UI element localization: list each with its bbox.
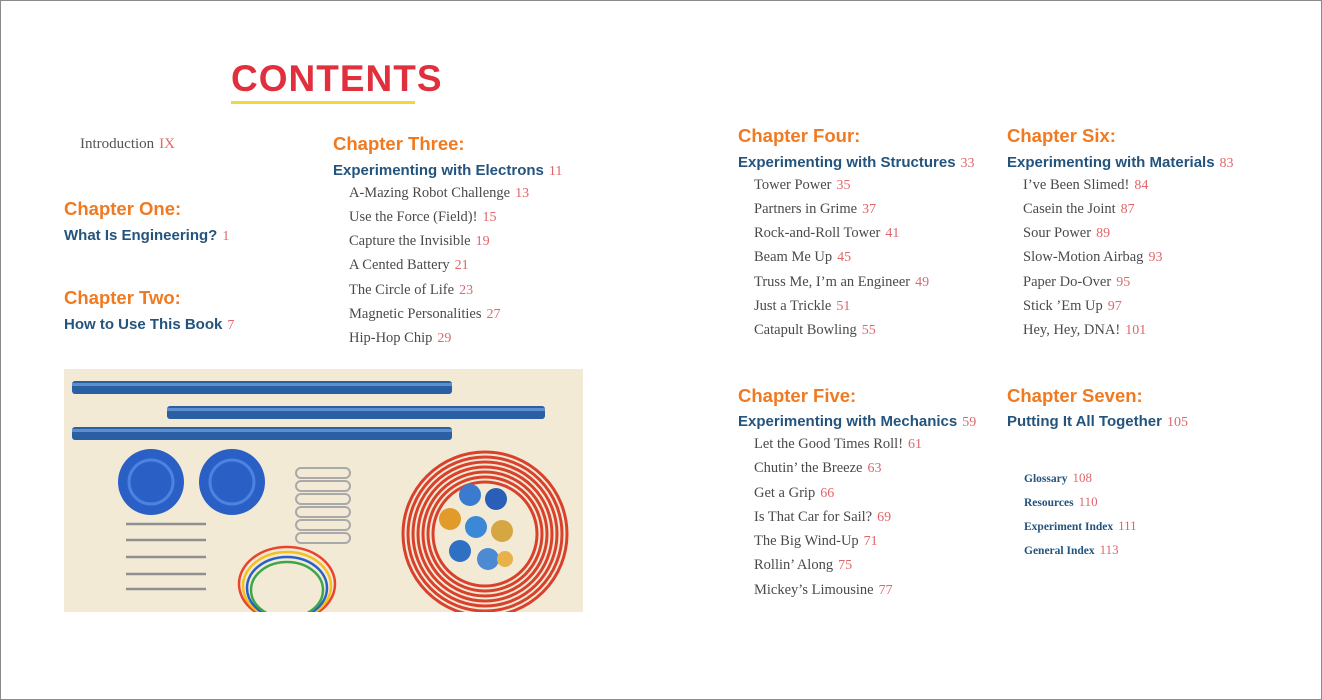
toc-page-number: IX: [159, 136, 175, 152]
toc-page-number: 110: [1078, 494, 1098, 509]
title-underline: [231, 101, 415, 104]
toc-page-number: 51: [836, 299, 851, 314]
toc-entry[interactable]: [754, 298, 850, 315]
toc-label: Paper Do-Over: [1023, 274, 1112, 290]
toc-page-number: 7: [227, 318, 235, 333]
toc-page-number: 59: [962, 415, 977, 430]
toc-label: Experiment Index: [1024, 521, 1114, 533]
toc-page-number: 71: [863, 534, 878, 549]
toc-entry[interactable]: [349, 209, 496, 226]
toc-label: Putting It All Together: [1007, 413, 1162, 430]
toc-label: Chutin’ the Breeze: [754, 460, 863, 476]
toc-label: Get a Grip: [754, 485, 816, 501]
toc-label: Hip-Hop Chip: [349, 330, 433, 346]
toc-label: Mickey’s Limousine: [754, 582, 874, 598]
page-title: CONTENTS: [231, 58, 443, 99]
toc-label: Experimenting with Mechanics: [738, 413, 958, 430]
toc-page-number: 21: [454, 258, 469, 273]
toc-label: A-Mazing Robot Challenge: [349, 185, 511, 201]
toc-page-number: 37: [862, 202, 877, 217]
toc-page-number: 41: [885, 226, 900, 241]
chapter-two-heading: Chapter Two:: [64, 287, 181, 308]
toc-entry[interactable]: [1023, 201, 1135, 218]
toc-label: Partners in Grime: [754, 201, 858, 217]
toc-page-number: 13: [515, 186, 530, 201]
toc-page-number: 63: [867, 461, 882, 476]
toc-label: Tower Power: [754, 177, 832, 193]
toc-page-number: 15: [482, 210, 497, 225]
toc-label: Casein the Joint: [1023, 201, 1116, 217]
chapter-three-title[interactable]: [333, 162, 562, 180]
chapter-five-title[interactable]: [738, 413, 976, 431]
toc-page-number: 83: [1219, 156, 1234, 171]
toc-page-number: 55: [861, 323, 876, 338]
chapter-one-title[interactable]: [64, 227, 229, 245]
toc-entry[interactable]: [349, 185, 529, 202]
toc-entry[interactable]: [349, 306, 500, 323]
toc-glossary[interactable]: [1024, 470, 1092, 486]
toc-label: Sour Power: [1023, 225, 1092, 241]
toc-label: Resources: [1024, 497, 1074, 509]
toc-label: Stick ’Em Up: [1023, 298, 1103, 314]
toc-entry[interactable]: [754, 249, 851, 266]
toc-page-number: 84: [1134, 178, 1149, 193]
toc-page-number: 95: [1116, 275, 1131, 290]
toc-label: Slow-Motion Airbag: [1023, 249, 1144, 265]
toc-entry[interactable]: [754, 557, 852, 574]
toc-label: Experimenting with Electrons: [333, 162, 544, 179]
toc-entry[interactable]: [754, 436, 922, 453]
toc-entry[interactable]: [349, 233, 490, 250]
toc-page-number: 69: [877, 510, 892, 525]
chapter-four-heading: Chapter Four:: [738, 125, 861, 146]
toc-page-number: 111: [1118, 518, 1137, 533]
toc-page-number: 108: [1072, 470, 1092, 485]
chapter-one-heading: Chapter One:: [64, 198, 182, 219]
toc-introduction[interactable]: [80, 136, 175, 153]
chapter-seven-title[interactable]: [1007, 413, 1188, 431]
toc-page-number: 75: [838, 558, 853, 573]
toc-entry[interactable]: [754, 582, 893, 599]
toc-label: Magnetic Personalities: [349, 306, 482, 322]
toc-entry[interactable]: [754, 201, 876, 218]
toc-entry[interactable]: [1023, 322, 1146, 339]
toc-label: Introduction: [80, 136, 155, 152]
toc-page-number: 87: [1120, 202, 1135, 217]
chapter-six-heading: Chapter Six:: [1007, 125, 1116, 146]
toc-label: Beam Me Up: [754, 249, 833, 265]
chapter-five-heading: Chapter Five:: [738, 385, 857, 406]
toc-label: A Cented Battery: [349, 257, 450, 273]
toc-entry[interactable]: [349, 330, 451, 347]
toc-entry[interactable]: [754, 509, 891, 526]
chapter-three-heading: Chapter Three:: [333, 133, 465, 154]
toc-page-number: 89: [1096, 226, 1111, 241]
toc-label: Just a Trickle: [754, 298, 832, 314]
toc-page-number: 101: [1125, 323, 1147, 338]
toc-label: Truss Me, I’m an Engineer: [754, 274, 911, 290]
toc-entry[interactable]: [1023, 274, 1130, 291]
toc-entry[interactable]: [1023, 177, 1148, 194]
toc-page-number: 45: [837, 250, 852, 265]
materials-photo: [64, 369, 583, 612]
toc-label: Experimenting with Structures: [738, 154, 956, 171]
toc-entry[interactable]: [754, 460, 881, 477]
toc-label: General Index: [1024, 545, 1095, 557]
toc-label: Glossary: [1024, 473, 1068, 485]
toc-label: Capture the Invisible: [349, 233, 471, 249]
toc-entry[interactable]: [754, 322, 876, 339]
toc-resources[interactable]: [1024, 494, 1098, 510]
toc-page-number: 93: [1148, 250, 1163, 265]
toc-page-number: 49: [915, 275, 930, 290]
toc-page-number: 105: [1166, 415, 1188, 430]
toc-label: The Big Wind-Up: [754, 533, 859, 549]
chapter-four-title[interactable]: [738, 154, 975, 172]
toc-entry[interactable]: [754, 533, 878, 550]
toc-label: Catapult Bowling: [754, 322, 857, 338]
toc-page-number: 113: [1099, 542, 1119, 557]
toc-label: Let the Good Times Roll!: [754, 436, 904, 452]
toc-label: The Circle of Life: [349, 282, 455, 298]
toc-label: I’ve Been Slimed!: [1023, 177, 1130, 193]
toc-page-number: 61: [908, 437, 923, 452]
toc-entry[interactable]: [754, 274, 929, 291]
toc-page-number: 11: [548, 164, 563, 179]
toc-label: What Is Engineering?: [64, 227, 218, 244]
chapter-two-title[interactable]: [64, 316, 234, 334]
toc-label: Rollin’ Along: [754, 557, 834, 573]
toc-entry[interactable]: [1023, 249, 1162, 266]
toc-page-number: 97: [1107, 299, 1122, 314]
toc-entry[interactable]: [1023, 298, 1122, 315]
toc-entry[interactable]: [754, 485, 834, 502]
toc-label: Experimenting with Materials: [1007, 154, 1215, 171]
toc-page-number: 23: [459, 283, 474, 298]
toc-page-number: 27: [486, 307, 501, 322]
toc-entry[interactable]: [1023, 225, 1110, 242]
toc-page-number: 29: [437, 331, 452, 346]
toc-entry[interactable]: [349, 257, 469, 274]
toc-entry[interactable]: [754, 177, 851, 194]
toc-page-number: 77: [878, 583, 893, 598]
toc-experiment-index[interactable]: [1024, 518, 1137, 534]
toc-entry[interactable]: [754, 225, 899, 242]
toc-label: Is That Car for Sail?: [754, 509, 873, 525]
toc-label: Use the Force (Field)!: [349, 209, 478, 225]
toc-page-number: 1: [222, 229, 230, 244]
toc-entry[interactable]: [349, 282, 473, 299]
toc-page-number: 66: [820, 486, 835, 501]
toc-label: Hey, Hey, DNA!: [1023, 322, 1121, 338]
chapter-seven-heading: Chapter Seven:: [1007, 385, 1143, 406]
toc-label: How to Use This Book: [64, 316, 223, 333]
toc-page-number: 35: [836, 178, 851, 193]
toc-general-index[interactable]: [1024, 542, 1119, 558]
toc-page-number: 19: [475, 234, 490, 249]
chapter-six-title[interactable]: [1007, 154, 1234, 172]
toc-page-number: 33: [960, 156, 975, 171]
toc-label: Rock-and-Roll Tower: [754, 225, 881, 241]
